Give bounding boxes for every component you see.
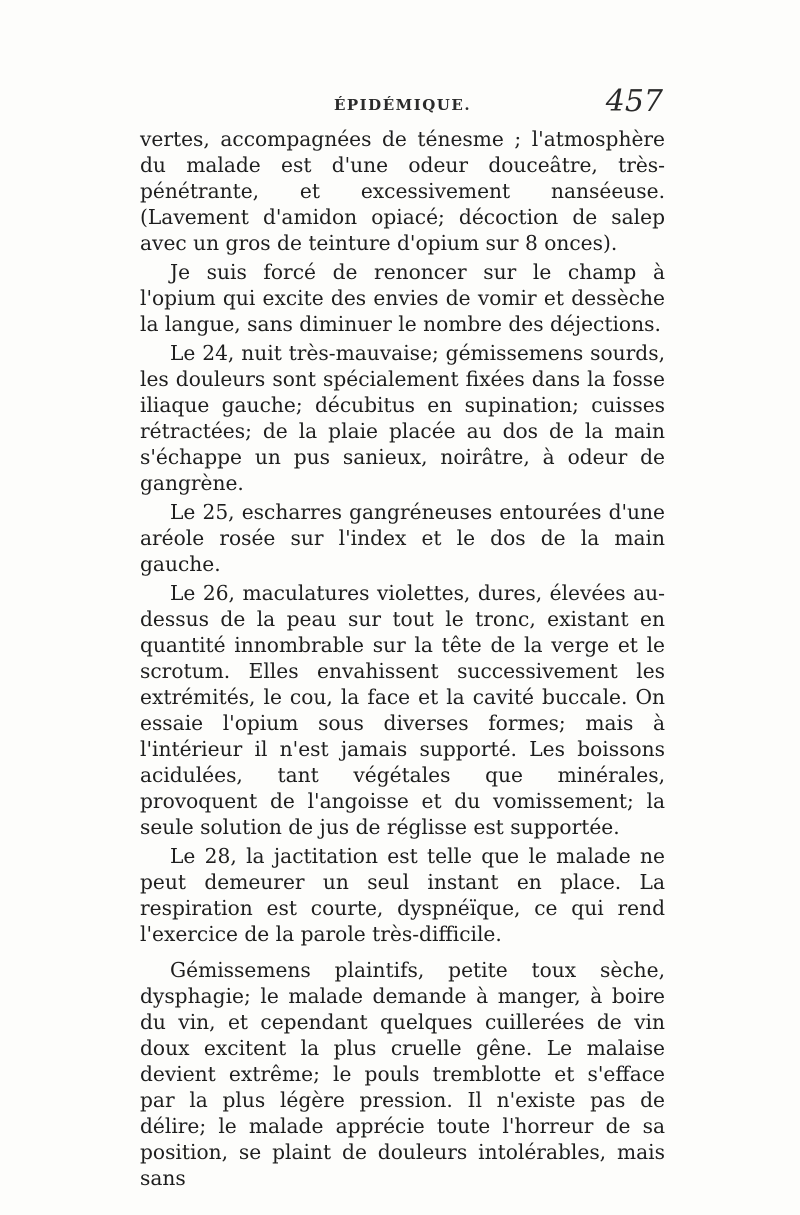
paragraph-continuation: vertes, accompagnées de ténesme ; l'atmosphère du malade est d'une odeur douceâtre, très-pénétrante, et excessivement nanséeuse. (Lavement d'amidon opiacé; décoction de salep avec un gros de teinture d'opium sur 8 onces). [140,127,665,255]
paragraph-day-24: Le 24, nuit très-mauvaise; gémissemens sourds, les douleurs sont spécialement fixées dans la fosse iliaque gauche; décubitus en supination; cuisses rétractées; de la plaie placée au dos de la main s'échappe un pus sanieux, noirâtre, à odeur de gangrène. [140,341,665,495]
running-head: ÉPIDÉMIQUE. [333,96,472,114]
paragraph-day-28: Le 28, la jactitation est telle que le malade ne peut demeurer un seul instant en place. La respiration est courte, dyspnéïque, ce qui rend l'exercice de la parole très-difficile. [140,844,665,946]
paragraph-day-26: Le 26, maculatures violettes, dures, élevées au-dessus de la peau sur tout le tronc, existant en quantité innombrable sur la tête de la verge et le scrotum. Elles envahissent successivement les extrémités, le cou, la face et la cavité buccale. On essaie l'opium sous diverses formes; mais à l'intérieur il n'est jamais supporté. Les boissons acidulées, tant végétales que minérales, provoquent de l'angoisse et du vomissement; la seule solution de jus de réglisse est supportée. [140,581,665,839]
page-header [140,84,665,128]
paragraph-day-25: Le 25, escharres gangréneuses entourées d'une aréole rosée sur l'index et le dos de la main gauche. [140,500,665,576]
paragraph-symptoms: Gémissemens plaintifs, petite toux sèche, dysphagie; le malade demande à manger, à boire du vin, et cependant quelques cuillerées de vin doux excitent la plus cruelle gêne. Le malaise devient extrême; le pouls tremblotte et s'efface par la plus légère pression. Il n'existe pas de délire; le malade apprécie toute l'horreur de sa position, se plaint de douleurs intolérables, mais sans [140,958,665,1190]
page-number: 457 [605,84,663,119]
paragraph-opium: Je suis forcé de renoncer sur le champ à l'opium qui excite des envies de vomir et dessèche la langue, sans diminuer le nombre des déjections. [140,260,665,336]
body-text [140,126,665,1194]
